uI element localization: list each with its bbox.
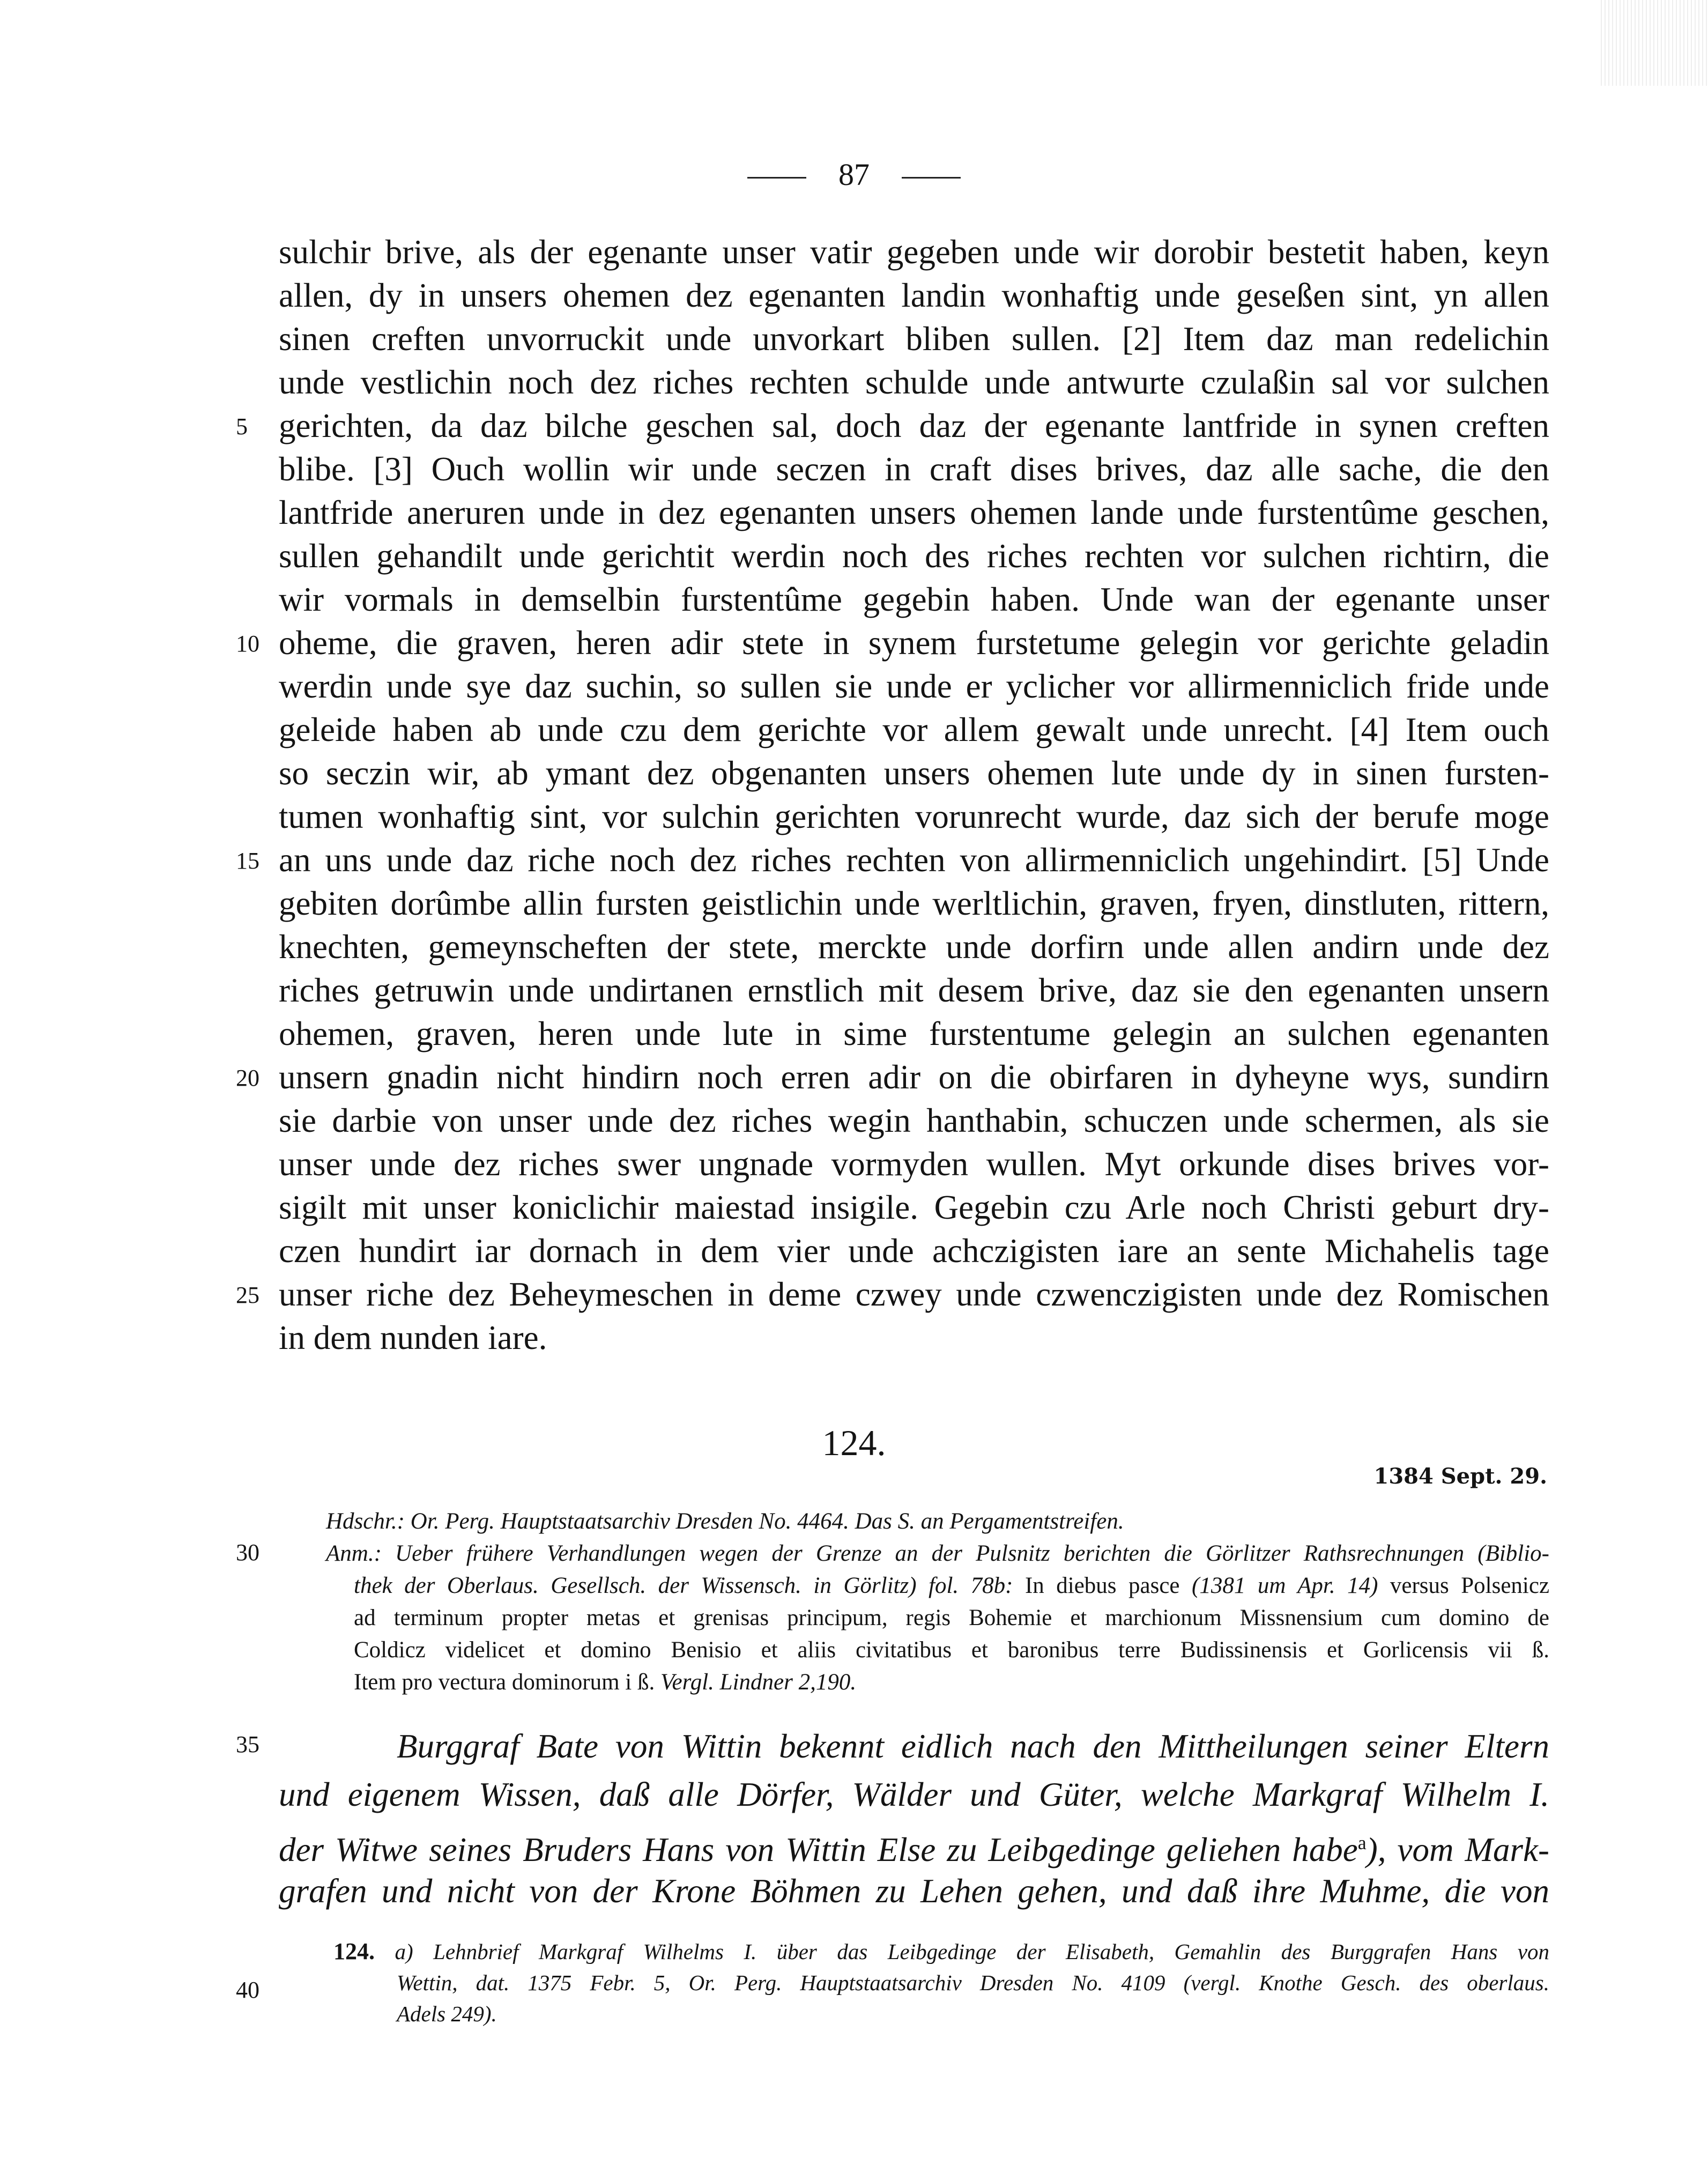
body-line: geleide haben ab unde czu dem gerichte vor allem gewalt unde unrecht. [4] Item ouch xyxy=(279,711,1549,748)
anm-text: thek der Oberlaus. Gesellsch. der Wissensch. in Görlitz) fol. 78b: xyxy=(354,1573,1013,1598)
footnote-line xyxy=(333,1937,1549,1967)
document-number: 124. xyxy=(822,1422,886,1463)
regest-text: ), vom Mark- xyxy=(1366,1831,1549,1868)
body-line: knechten, gemeynscheften der stete, merckte unde dorfirn unde allen andirn unde dez xyxy=(279,928,1549,966)
anm-text: (1381 um Apr. 14) xyxy=(1192,1573,1378,1598)
body-line: sigilt mit unser koniclichir maiestad insigile. Gegebin czu Arle noch Christi geburt dry- xyxy=(279,1189,1549,1226)
body-line: sie darbie von unser unde dez riches wegin hanthabin, schuczen unde schermen, als sie xyxy=(279,1102,1549,1139)
line-number: 20 xyxy=(236,1065,259,1091)
body-line: in dem nunden iare. xyxy=(279,1319,547,1356)
regest-text: der Witwe seines Bruders Hans von Wittin Else zu Leibgedinge geliehen habe xyxy=(279,1831,1358,1868)
anm-text: In diebus pasce xyxy=(1024,1573,1180,1598)
apparatus-hdschr xyxy=(326,1506,1549,1538)
body-line: an uns unde daz riche noch dez riches rechten von allirmenniclich ungehindirt. [5] Unde xyxy=(279,841,1549,879)
body-line: unsern gnadin nicht hindirn noch erren adir on die obirfaren in dyheyne wys, sundirn xyxy=(279,1058,1549,1096)
regest-line xyxy=(279,1819,1549,1874)
body-line: sinen creften unvorruckit unde unvorkart bliben sullen. [2] Item daz man redelichin xyxy=(279,320,1549,358)
hdschr-text: Or. Perg. Hauptstaatsarchiv Dresden No. 4464. Das S. an Pergamentstreifen. xyxy=(410,1509,1124,1534)
hdschr-label: Hdschr.: xyxy=(326,1509,405,1534)
body-line: sulchir brive, als der egenante unser vatir gegeben unde wir dorobir bestetit haben, keyn xyxy=(279,233,1549,271)
footnote-line: Adels 249). xyxy=(397,2001,497,2026)
body-line: oheme, die graven, heren adir stete in synem furstetume gelegin vor gerichte geladin xyxy=(279,624,1549,662)
body-line: unser unde dez riches swer ungnade vormyden wullen. Myt orkunde dises brives vor- xyxy=(279,1145,1549,1183)
line-number: 25 xyxy=(236,1282,259,1308)
scan-artifact xyxy=(1601,0,1708,86)
anm-text: Item pro vectura dominorum i ß. xyxy=(354,1670,655,1695)
body-line: czen hundirt iar dornach in dem vier unde achczigisten iare an sente Michahelis tage xyxy=(279,1232,1549,1270)
body-line: so seczin wir, ab ymant dez obgenanten unsers ohemen lute unde dy in sinen fursten- xyxy=(279,754,1549,792)
apparatus-anm-line: ad terminum propter metas et grenisas principum, regis Bohemie et marchionum Missnensium cum domino de xyxy=(354,1605,1549,1630)
body-line: allen, dy in unsers ohemen dez egenanten landin wonhaftig unde geseßen sint, yn allen xyxy=(279,277,1549,314)
body-line: lantfride aneruren unde in dez egenanten unsers ohemen lande unde furstentûme geschen, xyxy=(279,494,1549,531)
body-line: sullen gehandilt unde gerichtit werdin noch des riches rechten vor sulchen richtirn, die xyxy=(279,537,1549,575)
anm-text: versus Polsenicz xyxy=(1390,1573,1550,1598)
body-line: unde vestlichin noch dez riches rechten schulde unde antwurte czulaßin sal vor sulchen xyxy=(279,364,1549,401)
footnote-marker: a xyxy=(1357,1832,1367,1853)
footnote-text: a) Lehnbrief Markgraf Wilhelms I. über das Leibgedinge der Elisabeth, Gemahlin des Burggrafen Hans von xyxy=(395,1939,1550,1964)
line-number: 5 xyxy=(236,413,248,440)
apparatus-anm-line xyxy=(326,1538,1549,1570)
header-dash-right xyxy=(902,177,961,179)
body-line: werdin unde sye daz suchin, so sullen sie unde er yclicher vor allirmenniclich fride unde xyxy=(279,668,1549,705)
body-line: riches getruwin unde undirtanen ernstlich mit desem brive, daz sie den egenanten unsern xyxy=(279,972,1549,1009)
apparatus-anm-line xyxy=(354,1570,1549,1602)
footnote-ref: 124. xyxy=(333,1938,375,1964)
body-line: blibe. [3] Ouch wollin wir unde seczen in craft dises brives, daz alle sache, die den xyxy=(279,450,1549,488)
apparatus-anm-line xyxy=(354,1666,1549,1699)
body-line: wir vormals in demselbin furstentûme gegebin haben. Unde wan der egenante unser xyxy=(279,581,1549,618)
page-header xyxy=(0,157,1708,192)
line-number: 30 xyxy=(236,1539,259,1566)
body-line: gebiten dorûmbe allin fursten geistlichin unde werltlichin, graven, fryen, dinstluten, rittern, xyxy=(279,885,1549,922)
body-line: gerichten, da daz bilche geschen sal, doch daz der egenante lantfride in synen creften xyxy=(279,407,1549,444)
regest-line: und eigenem Wissen, daß alle Dörfer, Wälder und Güter, welche Markgraf Wilhelm I. xyxy=(279,1776,1549,1813)
body-line: ohemen, graven, heren unde lute in sime furstentume gelegin an sulchen egenanten xyxy=(279,1015,1549,1052)
anm-text: Vergl. Lindner 2,190. xyxy=(660,1670,857,1695)
regest-line: Burggraf Bate von Wittin bekennt eidlich nach den Mittheilungen seiner Eltern xyxy=(397,1727,1549,1765)
anm-label: Anm.: xyxy=(326,1541,382,1566)
body-line: unser riche dez Beheymeschen in deme czwey unde czwenczigisten unde dez Romischen xyxy=(279,1276,1549,1313)
anm-text: Ueber frühere Verhandlungen wegen der Grenze an der Pulsnitz berichten die Görlitzer Rathsrechnungen (Biblio- xyxy=(395,1541,1549,1566)
apparatus-anm-line: Coldicz videlicet et domino Benisio et aliis civitatibus et baronibus terre Budissinensis et Gorlicensis vii ß. xyxy=(354,1637,1549,1663)
regest-line: grafen und nicht von der Krone Böhmen zu Lehen gehen, und daß ihre Muhme, die von xyxy=(279,1872,1549,1910)
line-number: 10 xyxy=(236,631,259,657)
header-dash-left xyxy=(747,177,806,179)
line-number: 40 xyxy=(236,1977,259,2003)
document-date: 1384 Sept. 29. xyxy=(1373,1464,1547,1489)
line-number: 15 xyxy=(236,848,259,874)
footnote-line: Wettin, dat. 1375 Febr. 5, Or. Perg. Hauptstaatsarchiv Dresden No. 4109 (vergl. Knothe Gesch. des oberlaus. xyxy=(397,1970,1549,1995)
body-line: tumen wonhaftig sint, vor sulchin gerichten vorunrecht wurde, daz sich der berufe moge xyxy=(279,798,1549,835)
page-number: 87 xyxy=(838,157,870,192)
line-number: 35 xyxy=(236,1731,259,1758)
